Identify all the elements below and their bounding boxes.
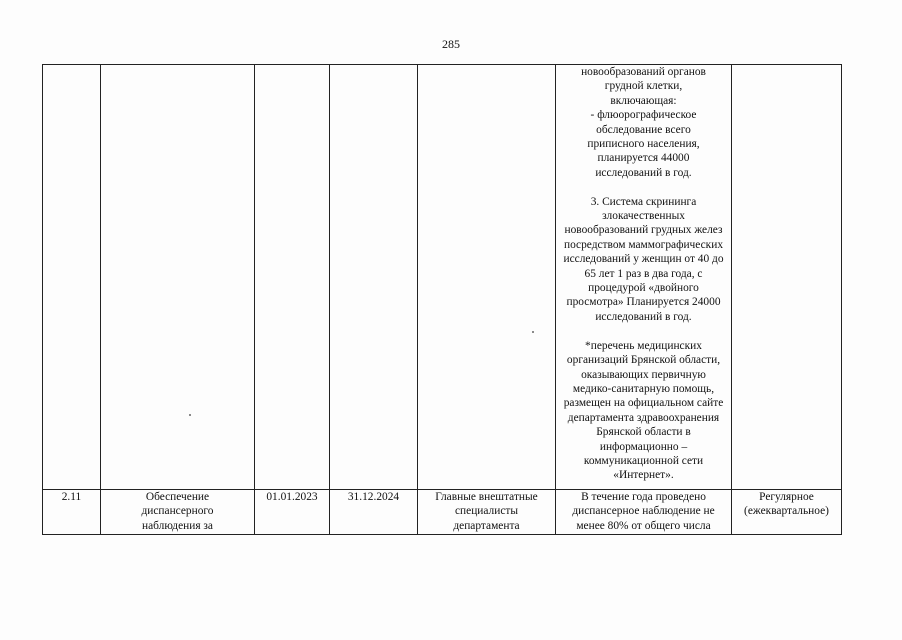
cell-start-empty (255, 65, 330, 490)
cell-end-empty (330, 65, 418, 490)
cell-end-date: 31.12.2024 (330, 490, 418, 535)
table-row (43, 490, 842, 535)
table-row-continuation (43, 65, 842, 490)
cell-responsible-empty (418, 65, 556, 490)
scan-speck (189, 414, 191, 416)
cell-start-date: 01.01.2023 (255, 490, 330, 535)
cell-name-empty (101, 65, 255, 490)
page-number: 285 (442, 37, 460, 51)
cell-responsible: Главные внештатные специалисты департамента (418, 490, 556, 535)
result-paragraph-fluorography: - флюорографическое обследование всего приписного населения, планируется 44000 исследований в год. (587, 109, 700, 179)
scan-speck (532, 331, 534, 333)
cell-number-empty (43, 65, 101, 490)
cell-number: 2.11 (43, 490, 101, 535)
cell-result: В течение года проведено диспансерное наблюдение не менее 80% от общего числа (556, 490, 732, 535)
cell-name: Обеспечение диспансерного наблюдения за (101, 490, 255, 535)
result-paragraph-footnote: *перечень медицинских организаций Брянской области, оказывающих первичную медико-санитарную помощь, размещен на официальном сайте департамента здравоохранения Брянской области в информационно – коммуникационной сети «Интернет». (563, 339, 724, 482)
cell-result-continuation (556, 65, 732, 490)
cell-frequency: Регулярное (ежеквартальное) (732, 490, 842, 535)
measures-table (42, 64, 842, 535)
cell-frequency-empty (732, 65, 842, 490)
result-paragraph-mammography: 3. Система скрининга злокачественных новообразований грудных желез посредством маммографических исследований у женщин от 40 до 65 лет 1 раз в два года, с процедурой «двойного просмотра» Планируется 24000 исследований в год. (563, 195, 724, 323)
result-paragraph-organs: новообразований органов грудной клетки, включающая: (581, 66, 706, 107)
